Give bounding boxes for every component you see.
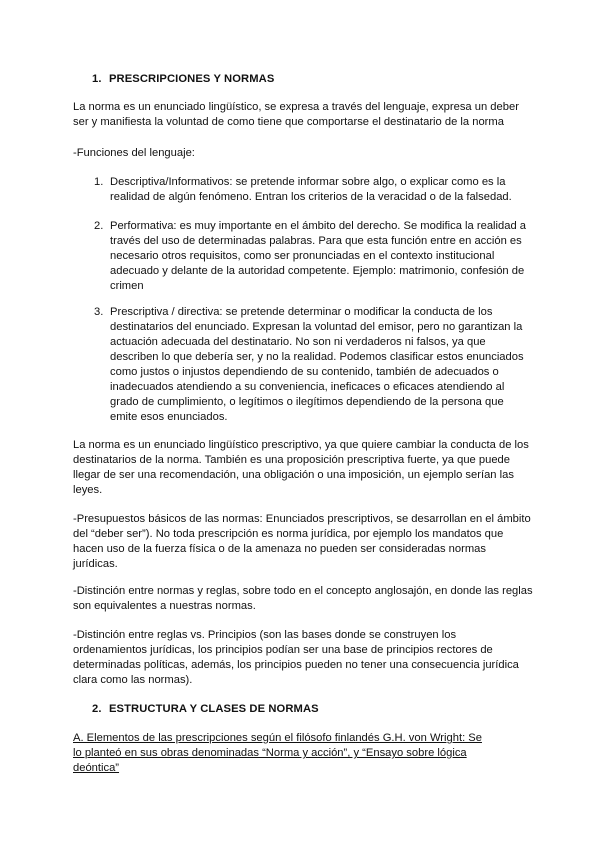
paragraph: -Presupuestos básicos de las normas: Enunciados prescriptivos, se desarrollan en el ámbito del “deber ser”). No toda prescripción es norma jurídica, por ejemplo los mandatos que hacen uso de la fuerza física o de la amenaza no pueden ser consideradas normas jurídicas. (73, 513, 531, 570)
subsection-a-heading: A. Elementos de las prescripciones según el filósofo finlandés G.H. von Wright: Se lo planteó en sus obras denominadas “Norma y acción”, y “Ensayo sobre lógica deóntica” (73, 732, 482, 774)
section-title: PRESCRIPCIONES Y NORMAS (109, 73, 275, 85)
paragraph: -Distinción entre reglas vs. Principios (son las bases donde se construyen los ordenamientos jurídicas, los principios podían ser una base de principios rectores de determinadas políticas, además, los principios pueden no tener una consecuencia jurídica clara como las normas). (73, 629, 519, 686)
list-text: Performativa: es muy importante en el ámbito del derecho. Se modifica la realidad a través del uso de determinadas palabras. Para que esta función entre en acción es necesario otros requisitos, como ser pronunciadas en el contexto institucional adecuado y delante de la autoridad competente. Ejemplo: matrimonio, confesión de crimen (110, 220, 527, 292)
list-item (94, 305, 534, 425)
paragraph: La norma es un enunciado lingüístico prescriptivo, ya que quiere cambiar la conducta de los destinatarios de la norma. También es una proposición prescriptiva fuerte, ya que puede llegar de ser una recomendación, una obligación o una imposición, un ejemplo serían las leyes. (73, 439, 529, 496)
section-number: 1. (92, 73, 102, 85)
list-text: Descriptiva/Informativos: se pretende informar sobre algo, o explicar como es la realidad de algún fenómeno. Entran los criterios de la veracidad o de la falsedad. (110, 176, 512, 203)
list-number: 2. (94, 220, 104, 232)
section-title: ESTRUCTURA Y CLASES DE NORMAS (109, 703, 319, 715)
list-text: Prescriptiva / directiva: se pretende determinar o modificar la conducta de los destinatarios del enunciado. Expresan la voluntad del emisor, pero no garantizan la actuación adecuada del destinatario. No son ni verdaderos ni falsos, ya que describen lo que debería ser, y no la realidad. Podemos clasificar estos enunciados como justos o injustos dependiendo de su contenido, también de adecuados o inadecuados atendiendo a su conveniencia, ineficaces o eficaces atendiendo al grado de cumplimiento, o legítimos o ilegítimos dependiendo de la persona que emite esos enunciados. (110, 306, 524, 423)
list-number: 3. (94, 306, 104, 318)
section-heading-1 (92, 73, 274, 85)
section-number: 2. (92, 703, 102, 715)
section-heading-2 (92, 703, 319, 715)
paragraph: -Distinción entre normas y reglas, sobre todo en el concepto anglosajón, en donde las reglas son equivalentes a nuestras normas. (73, 585, 533, 612)
functions-label: -Funciones del lenguaje: (73, 147, 195, 159)
list-item (94, 219, 534, 294)
list-number: 1. (94, 176, 104, 188)
intro-paragraph: La norma es un enunciado lingüístico, se expresa a través del lenguaje, expresa un deber ser y manifiesta la voluntad de como tiene que comportarse el destinatario de la norma (73, 101, 519, 128)
list-item (94, 175, 534, 205)
